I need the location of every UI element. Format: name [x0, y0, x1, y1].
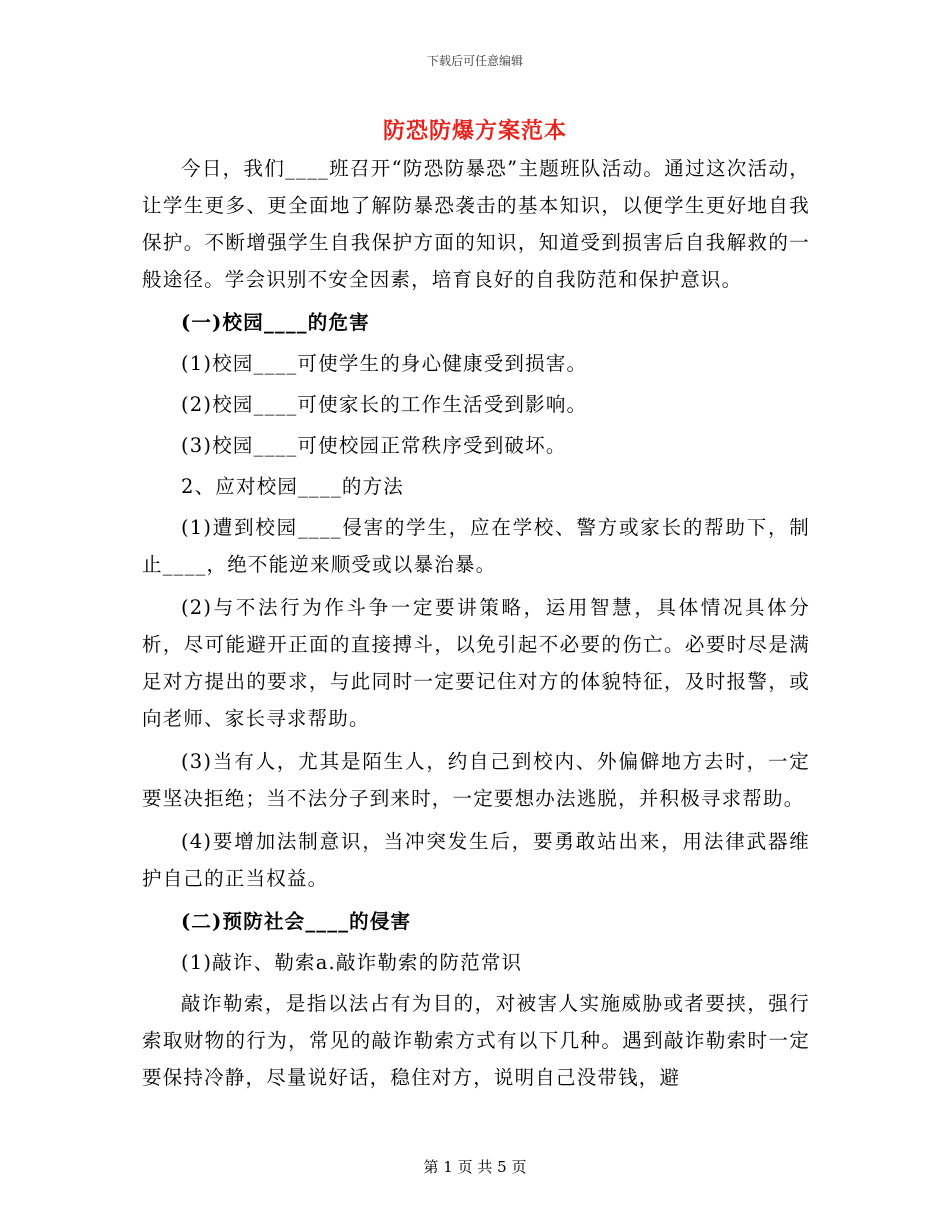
list-item: (1)敲诈、勒索a.敲诈勒索的防范常识	[181, 951, 523, 974]
list-item: (1)校园____可使学生的身心健康受到损害。	[181, 352, 588, 375]
header-note: 下载后可任意编辑	[426, 54, 523, 68]
list-item: (1)遭到校园____侵害的学生，应在学校、警方或家长的帮助下，制止____，绝不能逆来顺受或以暴治暴。	[142, 516, 810, 576]
list-item: (2)校园____可使家长的工作生活受到影响。	[181, 393, 588, 416]
paragraph-intro: 今日，我们____班召开“防恐防暴恐”主题班队活动。通过这次活动，让学生更多、更全面地了解防暴恐袭击的基本知识，以便学生更好地自我保护。不断增强学生自我保护方面的知识，知道受到损害后自我解救的一般途径。学会识别不安全因素，培育良好的自我防范和保护意识。	[142, 157, 810, 291]
section-heading-3: (二)预防社会____的侵害	[181, 910, 412, 933]
paragraph-extortion: 敲诈勒索，是指以法占有为目的，对被害人实施威胁或者要挟，强行索取财物的行为，常见的敲诈勒索方式有以下几种。遇到敲诈勒索时一定要保持冷静，尽量说好话，稳住对方，说明自己没带钱，避	[142, 992, 810, 1089]
page-footer: 第 1 页 共 5 页	[423, 1158, 527, 1176]
section-heading-2: 2、应对校园____的方法	[181, 475, 405, 498]
section-heading-1: (一)校园____的危害	[181, 311, 370, 334]
list-item: (2)与不法行为作斗争一定要讲策略，运用智慧，具体情况具体分析，尽可能避开正面的直接搏斗，以免引起不必要的伤亡。必要时尽是满足对方提出的要求，与此同时一定要记住对方的体貌特征，及时报警，或向老师、家长寻求帮助。	[142, 596, 810, 730]
document-body	[142, 150, 810, 1102]
list-item: (3)校园____可使校园正常秩序受到破坏。	[181, 434, 567, 457]
document-title: 防恐防爆方案范本	[382, 118, 567, 144]
list-item: (4)要增加法制意识，当冲突发生后，要勇敢站出来，用法律武器维护自己的正当权益。	[142, 830, 810, 890]
list-item: (3)当有人，尤其是陌生人，约自己到校内、外偏僻地方去时，一定要坚决拒绝；当不法分子到来时，一定要想办法逃脱，并积极寻求帮助。	[142, 750, 810, 810]
